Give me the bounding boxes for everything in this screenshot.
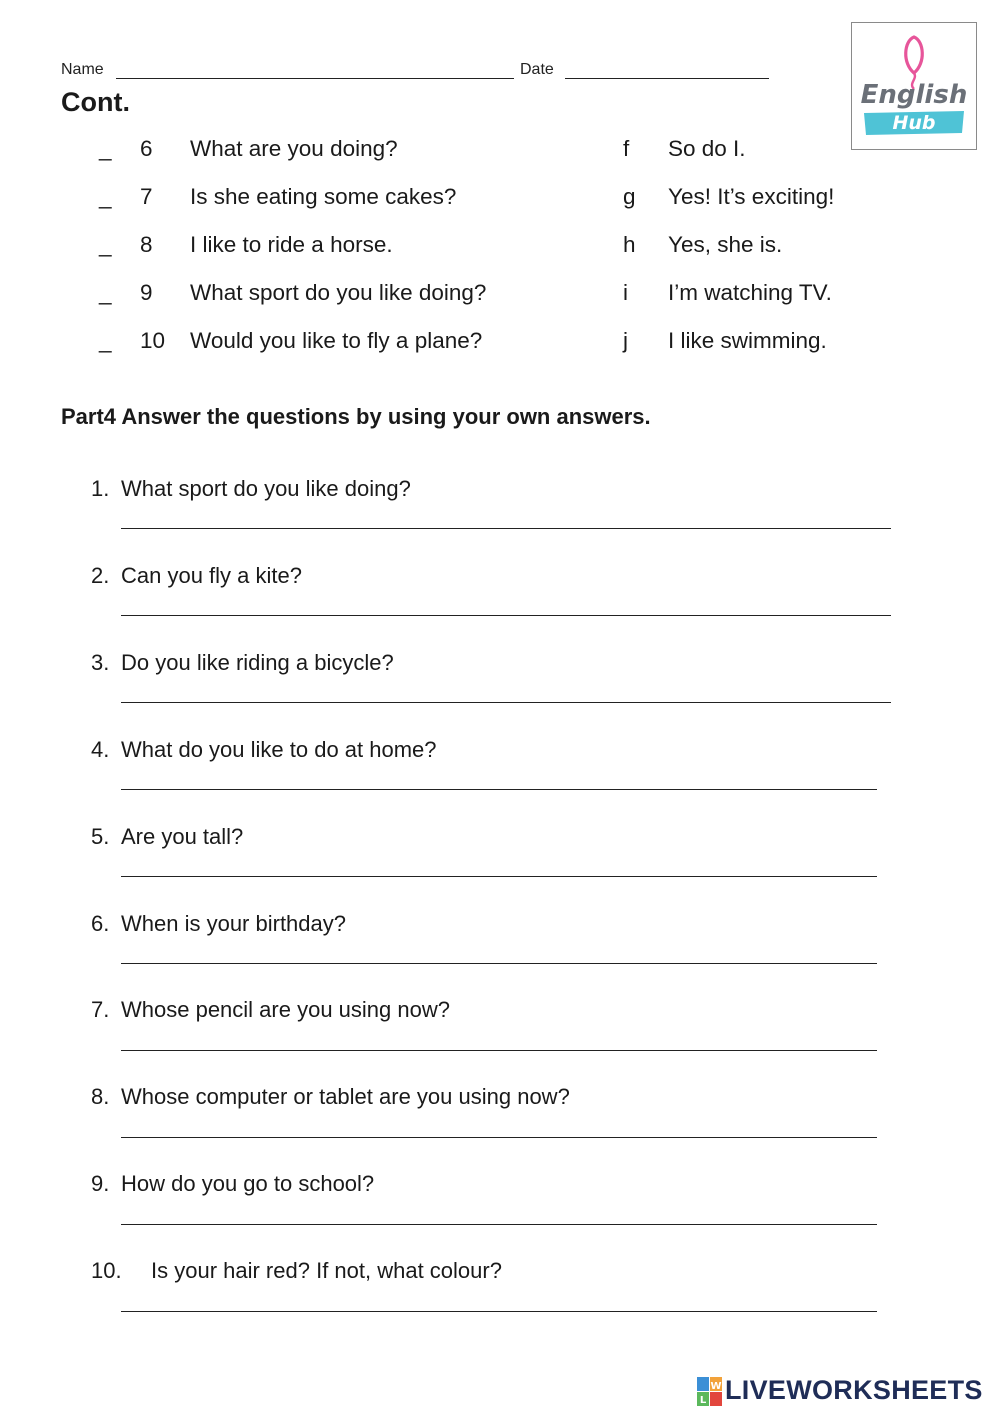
question-number: 1. [91, 476, 110, 501]
answer-text: So do I. [668, 136, 746, 161]
question-number: 6. [91, 911, 110, 936]
answer-letter: j [623, 328, 628, 353]
name-field [61, 61, 104, 79]
matching-row [0, 136, 1000, 170]
balloon-shape [906, 37, 923, 73]
question-number: 4. [91, 737, 110, 762]
liveworksheets-wordmark: LIVEWORKSHEETS [725, 1375, 983, 1405]
question-text: What sport do you like doing? [190, 280, 487, 305]
matching-row [0, 232, 1000, 266]
question-text: I like to ride a horse. [190, 232, 393, 257]
question-number: 8 [140, 232, 153, 257]
question-number: 9. [91, 1171, 110, 1196]
answer-blank[interactable]: _ [99, 280, 112, 305]
question-number: 8. [91, 1084, 110, 1109]
question-text: Whose computer or tablet are you using now? [121, 1084, 570, 1109]
answer-line[interactable] [121, 789, 877, 790]
question-text: How do you go to school? [121, 1171, 375, 1196]
answer-letter: h [623, 232, 636, 257]
svg-text:W: W [710, 1381, 722, 1392]
answer-letter: f [623, 136, 630, 161]
answer-letter: g [623, 184, 636, 209]
liveworksheets-logo [695, 1374, 995, 1410]
question-text: Is she eating some cakes? [190, 184, 457, 209]
answer-text: Yes! It’s exciting! [668, 184, 835, 209]
answer-text: I’m watching TV. [668, 280, 832, 305]
question-text: Are you tall? [121, 824, 244, 849]
question-number: 3. [91, 650, 110, 675]
english-hub-logo-graphic [852, 23, 976, 149]
answer-line[interactable] [121, 876, 877, 877]
answer-blank[interactable]: _ [99, 328, 112, 353]
question-text: What are you doing? [190, 136, 398, 161]
question-text: When is your birthday? [121, 911, 346, 936]
liveworksheets-icon [697, 1377, 723, 1407]
question-number: 10. [91, 1258, 122, 1283]
answer-blank[interactable]: _ [99, 232, 112, 257]
question-number: 9 [140, 280, 153, 305]
matching-row [0, 280, 1000, 314]
question-number: 10 [140, 328, 166, 353]
question-number: 7. [91, 997, 110, 1022]
question-text: Can you fly a kite? [121, 563, 302, 588]
question-text: What do you like to do at home? [121, 737, 437, 762]
date-label: Date [520, 61, 554, 78]
answer-line[interactable] [121, 1224, 877, 1225]
answer-line[interactable] [121, 702, 891, 703]
name-blank-line[interactable] [116, 78, 514, 79]
question-number: 5. [91, 824, 110, 849]
answer-text: Yes, she is. [668, 232, 783, 257]
answer-line[interactable] [121, 528, 891, 529]
answer-line[interactable] [121, 963, 877, 964]
matching-row [0, 328, 1000, 362]
date-blank-line[interactable] [565, 78, 769, 79]
answer-text: I like swimming. [668, 328, 827, 353]
matching-row [0, 184, 1000, 218]
answer-letter: i [623, 280, 628, 305]
name-label: Name [61, 61, 104, 78]
question-text: Is your hair red? If not, what colour? [151, 1258, 502, 1283]
answer-line[interactable] [121, 1050, 877, 1051]
question-number: 2. [91, 563, 110, 588]
question-number: 7 [140, 184, 153, 209]
answer-line[interactable] [121, 615, 891, 616]
logo-word-hub: Hub [892, 112, 936, 134]
date-field [520, 61, 554, 79]
question-text: What sport do you like doing? [121, 476, 411, 501]
answer-line[interactable] [121, 1137, 877, 1138]
svg-text:L: L [699, 1395, 707, 1406]
english-hub-logo [851, 22, 977, 150]
question-text: Do you like riding a bicycle? [121, 650, 394, 675]
answer-blank[interactable]: _ [99, 184, 112, 209]
question-number: 6 [140, 136, 153, 161]
section-title: Cont. [61, 87, 130, 117]
answer-line[interactable] [121, 1311, 877, 1312]
question-text: Would you like to fly a plane? [190, 328, 483, 353]
answer-blank[interactable]: _ [99, 136, 112, 161]
logo-word-english: English [860, 80, 968, 110]
question-text: Whose pencil are you using now? [121, 997, 450, 1022]
part4-title: Part4 Answer the questions by using your own answers. [61, 404, 651, 429]
